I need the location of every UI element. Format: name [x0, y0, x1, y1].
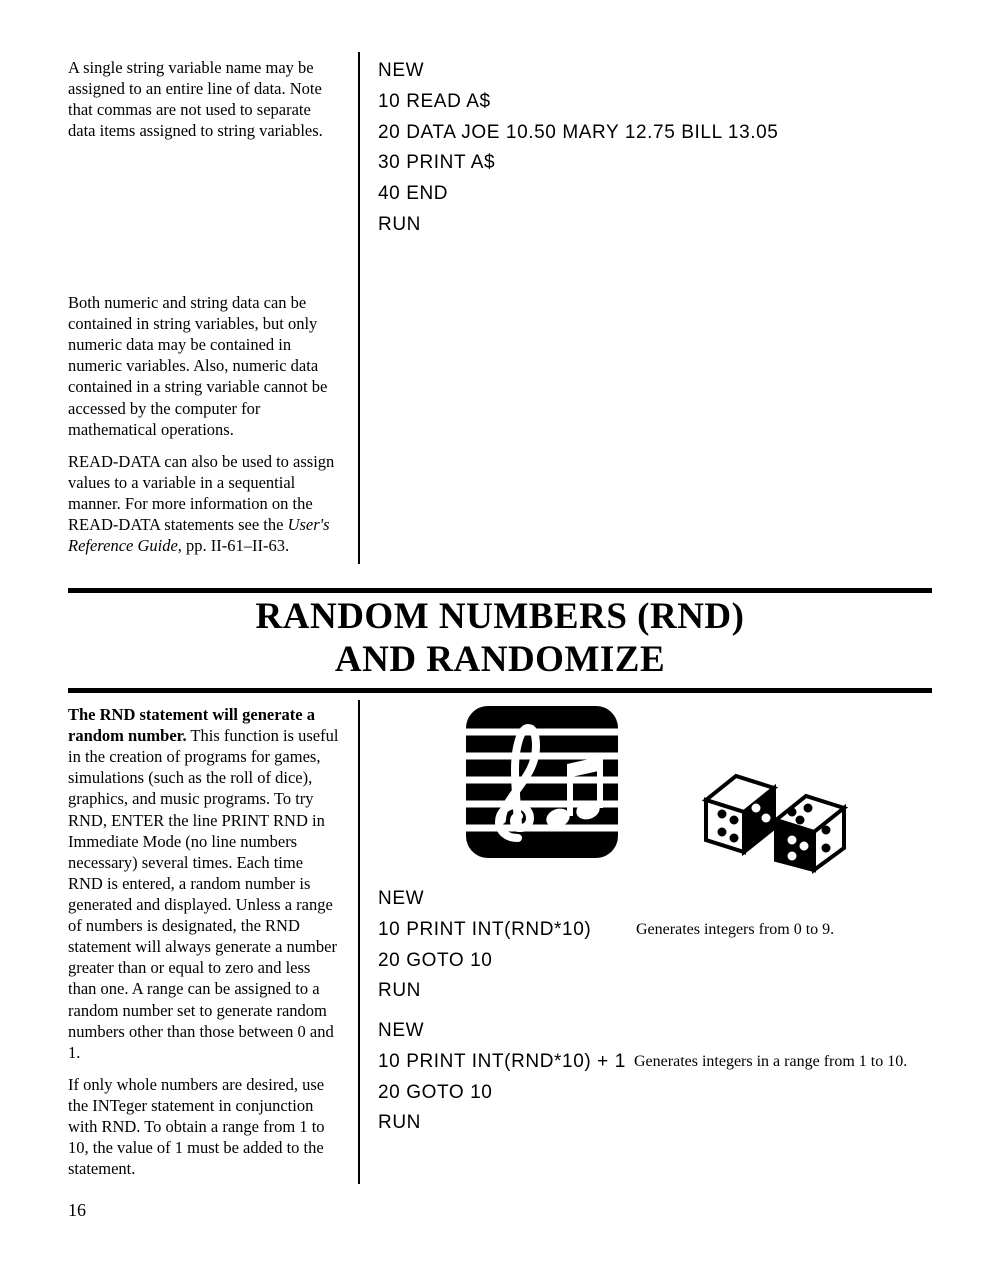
section-heading: [68, 596, 932, 682]
bottom-code-listing-2: [378, 1016, 626, 1139]
illustration-group: [466, 706, 886, 876]
paragraph-4: [68, 704, 340, 1063]
section-heading-line-2: AND RANDOMIZE: [334, 638, 666, 680]
column-divider-top: [358, 52, 360, 564]
annotation-range-1-10: Generates integers in a range from 1 to 10.: [634, 1053, 908, 1070]
paragraph-3-text: READ-DATA can also be used to assign values to a variable in a sequential manner. For more information on the READ-DATA statements see the: [68, 451, 335, 535]
code-line: 20 GOTO 10: [378, 949, 493, 971]
bottom-code-listing-1: [378, 884, 591, 1007]
code-line: NEW: [378, 888, 425, 909]
top-code-listing: [378, 56, 948, 241]
top-text-block-a: [68, 57, 338, 141]
reference-title: User's Reference Guide: [68, 515, 330, 556]
code-line: 20 GOTO 10: [378, 1081, 493, 1103]
code-line: 30 PRINT A$: [378, 152, 496, 174]
paragraph-2: Both numeric and string data can be contained in string variables, but only numeric data may be contained in numeric variables. Also, numeric data contained in a string variable cannot be accessed by the computer for mathematical operations.: [68, 293, 328, 439]
annotation-range-0-9: Generates integers from 0 to 9.: [636, 921, 835, 938]
dice-pair-icon: [698, 768, 878, 878]
code-line: RUN: [378, 213, 421, 235]
code-line: NEW: [378, 1020, 425, 1041]
section-rule-bottom: [68, 688, 932, 693]
column-divider-bottom: [358, 700, 360, 1184]
code-line: 40 END: [378, 183, 449, 205]
paragraph-1: A single string variable name may be assigned to an entire line of data. Note that commas are not used to separate data items assigned to string variables.: [68, 58, 323, 141]
paragraph-3: [68, 451, 338, 557]
reference-pages: , pp. II-61–II-63.: [177, 536, 290, 556]
paragraph-5: If only whole numbers are desired, use the INTeger statement in conjunction with RND. To obtain a range from 1 to 10, the value of 1 must be added to the statement.: [68, 1074, 325, 1179]
page-number: 16: [68, 1200, 86, 1220]
code-line: NEW: [378, 60, 425, 81]
bottom-text-block: [68, 704, 340, 1179]
code-line: 10 READ A$: [378, 90, 491, 112]
lead-in-text: The RND statement will generate a random number.: [68, 705, 315, 746]
section-rule-top: [68, 588, 932, 593]
code-line: 10 PRINT INT(RND*10) + 1: [378, 1050, 626, 1072]
paragraph-4-rest: This function is useful in the creation of programs for games, simulations (such as the roll of dice), graphics, and music programs. To try RND, ENTER the line PRINT RND in Immediate Mode (no line numbers necessary) several times. Each time RND is entered, a random number is generated and displayed. Unless a range of numbers is designated, the RND statement will always generate a number greater than or equal to zero and less than one. A range can be assigned to a random number set to generate random numbers other than those between 0 and 1.: [68, 726, 339, 1062]
top-text-block-b: [68, 292, 338, 556]
music-note-icon: [466, 706, 618, 858]
code-line: RUN: [378, 980, 421, 1002]
section-heading-line-1: RANDOM NUMBERS (RND): [255, 596, 745, 637]
code-line: RUN: [378, 1112, 421, 1134]
code-line: 20 DATA JOE 10.50 MARY 12.75 BILL 13.05: [378, 121, 779, 143]
code-line: 10 PRINT INT(RND*10): [378, 918, 592, 940]
